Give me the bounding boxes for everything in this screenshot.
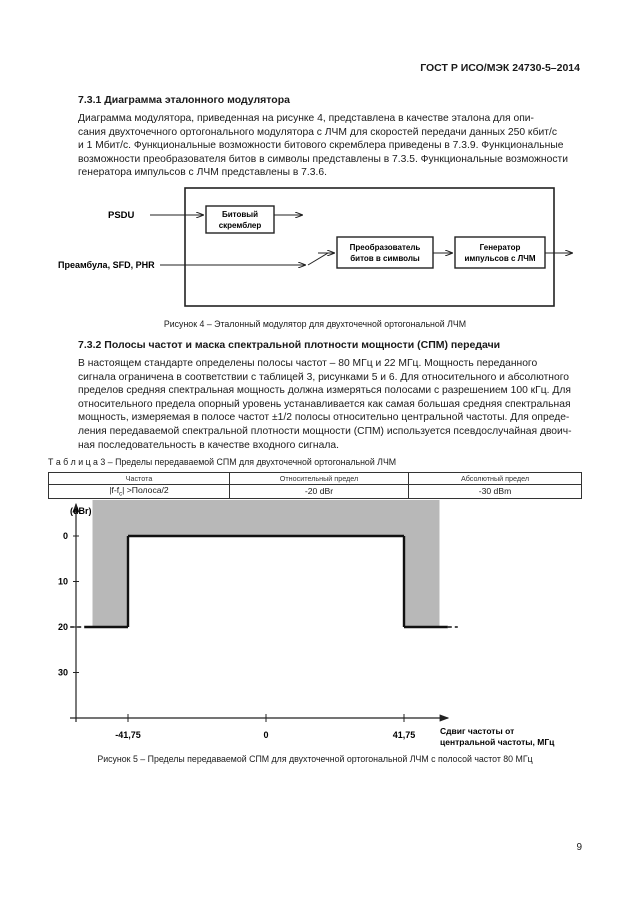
figure-5-psd-mask-chart xyxy=(0,500,630,750)
psdu-label: PSDU xyxy=(108,210,135,221)
x-axis-label-2: центральной частоты, МГц xyxy=(440,737,555,747)
paragraph-line: относительного предела опорный уровень устанавливается как самая большая средняя спектральная xyxy=(78,398,571,410)
section-7-3-2-text xyxy=(78,357,582,452)
scrambler-label-2: скремблер xyxy=(218,221,262,230)
y-tick-label: 30 xyxy=(57,667,68,678)
x-tick-label: -41,75 xyxy=(115,730,141,740)
table-header-cell: Частота xyxy=(49,473,230,485)
table-cell-relative: -20 dBr xyxy=(230,485,409,499)
paragraph-line: Диаграмма модулятора, приведенная на рисунке 4, представлена в качестве эталона для опи- xyxy=(78,113,534,124)
paragraph-line: возможности преобразователя битов в символы представлены в 7.3.5. Функциональные возможности xyxy=(78,153,568,165)
paragraph-line: сания двухточечного ортогонального модулятора с ЛЧМ для скоростей передачи данных 250 кбит/с xyxy=(78,126,558,138)
section-title-7-3-2: 7.3.2 Полосы частот и маска спектральной плотности мощности (СПМ) передачи xyxy=(78,339,501,351)
x-tick-label: 41,75 xyxy=(392,730,416,740)
table-header-cell: Абсолютный предел xyxy=(409,473,582,485)
y-tick-label: 10 xyxy=(57,576,68,587)
figure-5-caption: Рисунок 5 – Пределы передаваемой СПМ для двухточечной ортогональной ЛЧМ с полосой частот 80 МГц xyxy=(97,754,533,764)
converter-block xyxy=(337,237,433,268)
table-header-cell: Относительный предел xyxy=(230,473,409,485)
paragraph-line: сигнала ограничена в соответствии с таблицей 3, рисунками 5 и 6. Для относительного и абсолютного xyxy=(78,371,569,383)
scrambler-label-1: Битовый xyxy=(221,210,259,219)
table-3-caption: Т а б л и ц а 3 – Пределы передаваемой СПМ для двухточечной ортогональной ЛЧМ xyxy=(48,457,397,467)
generator-label-2: импульсов с ЛЧМ xyxy=(464,254,536,263)
converter-label-1: Преобразователь xyxy=(349,243,421,252)
converter-label-2: битов в символы xyxy=(350,254,420,263)
paragraph-line: В настоящем стандарте определены полосы частот – 80 МГц и 22 МГц. Мощность переданного xyxy=(78,358,538,369)
preamble-label: Преамбула, SFD, PHR xyxy=(58,260,155,270)
paragraph-line: ная последовательность в качестве входного сигнала. xyxy=(78,439,339,451)
figure-4-caption: Рисунок 4 – Эталонный модулятор для двухточечной ортогональной ЛЧМ xyxy=(163,319,467,329)
figure-4-block-diagram xyxy=(0,186,630,316)
paragraph-line: и 1 Мбит/с. Функциональные возможности битового скремблера приведены в 7.3.9. Функциональные xyxy=(78,140,564,152)
converter-input-diagonal xyxy=(308,253,328,265)
table-3 xyxy=(48,472,582,499)
page-header-standard: ГОСТ Р ИСО/МЭК 24730-5–2014 xyxy=(420,62,580,74)
section-7-3-1-text xyxy=(78,112,582,180)
table-cell-absolute: -30 dBm xyxy=(409,485,582,499)
paragraph-line: генератора импульсов с ЛЧМ представлены в 7.3.6. xyxy=(78,167,327,179)
y-tick-label: 20 xyxy=(57,622,68,632)
paragraph-line: ления передаваемой спектральной плотности мощности (СПМ) используется псевдослучайная двоич- xyxy=(78,425,572,437)
table-row xyxy=(49,485,582,499)
generator-block xyxy=(455,237,545,268)
y-axis-label: (dBr) xyxy=(70,506,92,516)
forbidden-region xyxy=(93,500,440,627)
table-cell-frequency: $|f-f_c|$ >Полоса/2 xyxy=(49,485,230,499)
x-axis-label-1: Сдвиг частоты от xyxy=(440,726,515,736)
section-title-7-3-1: 7.3.1 Диаграмма эталонного модулятора xyxy=(78,94,290,106)
table-header-row xyxy=(49,473,582,485)
generator-label-1: Генератор xyxy=(479,243,521,252)
page-number: 9 xyxy=(576,842,582,853)
paragraph-line: мощность, измеряемая в полосе частот ±1/2 полосы относительно центральной частоты. Для опреде- xyxy=(78,412,570,424)
paragraph-line: пределов средняя спектральная мощность должна измеряться полосами с разрешением 100 кГц. Для xyxy=(78,385,571,397)
y-tick-label: 0 xyxy=(62,531,68,541)
x-tick-label: 0 xyxy=(263,730,269,740)
